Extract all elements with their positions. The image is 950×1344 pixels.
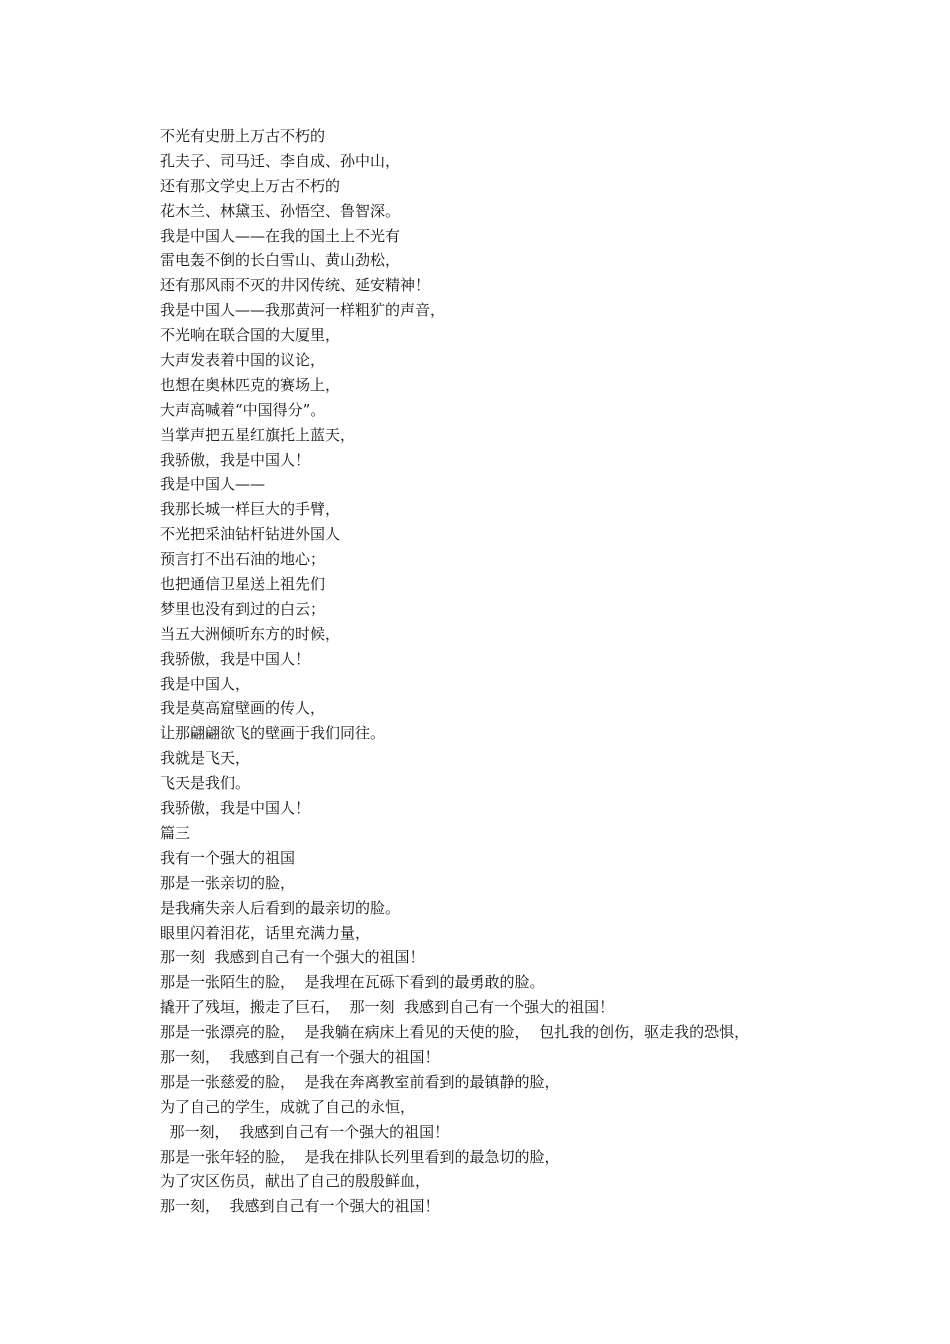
text-line: 那是一张亲切的脸， [160, 873, 296, 892]
text-line: 那一刻， 我感到自己有一个强大的祖国！ [160, 1047, 440, 1066]
text-line: 还有那风雨不灭的井冈传统、延安精神！ [160, 276, 431, 295]
text-line: 是我痛失亲人后看到的最亲切的脸。 [160, 898, 401, 917]
text-line: 我是中国人——在我的国土上不光有 [160, 226, 401, 245]
text-line: 那是一张陌生的脸， 是我埋在瓦砾下看到的最勇敢的脸。 [160, 973, 545, 992]
text-line: 我就是飞天， [160, 749, 251, 768]
section-title: 我有一个强大的祖国 [160, 848, 296, 867]
text-line: 当掌声把五星红旗托上蓝天， [160, 425, 356, 444]
section-heading: 篇三 [160, 823, 191, 842]
text-line: 我骄傲，我是中国人！ [160, 450, 311, 469]
text-line: 我那长城一样巨大的手臂， [160, 500, 341, 519]
text-line: 那是一张慈爱的脸， 是我在奔离教室前看到的最镇静的脸， [160, 1072, 560, 1091]
text-line: 眼里闪着泪花，话里充满力量， [160, 923, 371, 942]
text-line: 我是中国人—— [160, 475, 266, 494]
text-line: 那一刻， 我感到自己有一个强大的祖国！ [160, 1197, 440, 1216]
text-line: 我是莫高窟壁画的传人， [160, 699, 326, 718]
text-line: 我是中国人——我那黄河一样粗犷的声音， [160, 301, 446, 320]
text-line: 为了自己的学生，成就了自己的永恒， [160, 1097, 416, 1116]
text-line: 我是中国人， [160, 674, 251, 693]
text-line: 梦里也没有到过的白云； [160, 599, 326, 618]
text-line: 飞天是我们。 [160, 774, 251, 793]
text-line: 那是一张年轻的脸， 是我在排队长列里看到的最急切的脸， [160, 1147, 560, 1166]
text-line: 也想在奥林匹克的赛场上， [160, 375, 341, 394]
text-line: 为了灾区伤员，献出了自己的殷殷鲜血， [160, 1172, 431, 1191]
text-line: 预言打不出石油的地心； [160, 550, 326, 569]
text-line: 雷电轰不倒的长白雪山、黄山劲松， [160, 251, 401, 270]
text-line: 我骄傲，我是中国人！ [160, 649, 311, 668]
text-line: 花木兰、林黛玉、孙悟空、鲁智深。 [160, 201, 401, 220]
text-line: 那一刻， 我感到自己有一个强大的祖国！ [160, 1122, 450, 1141]
text-line: 孔夫子、司马迁、李自成、孙中山， [160, 151, 401, 170]
poem-text-block [160, 124, 920, 1219]
text-line: 大声发表着中国的议论， [160, 351, 326, 370]
text-line: 不光把采油钻杆钻进外国人 [160, 525, 341, 544]
text-line: 不光响在联合国的大厦里， [160, 326, 341, 345]
text-line: 那一刻 我感到自己有一个强大的祖国！ [160, 948, 425, 967]
text-line: 我骄傲，我是中国人！ [160, 799, 311, 818]
text-line: 撬开了残垣，搬走了巨石， 那一刻 我感到自己有一个强大的祖国！ [160, 998, 615, 1017]
text-line: 那是一张漂亮的脸， 是我躺在病床上看见的天使的脸， 包扎我的创伤，驱走我的恐惧， [160, 1023, 750, 1042]
text-line: 当五大洲倾听东方的时候， [160, 624, 341, 643]
text-line: 还有那文学史上万古不朽的 [160, 176, 341, 195]
text-line: 大声高喊着“中国得分”。 [160, 400, 326, 419]
text-line: 让那翩翩欲飞的壁画于我们同往。 [160, 724, 386, 743]
text-line: 也把通信卫星送上祖先们 [160, 575, 326, 594]
text-line: 不光有史册上万古不朽的 [160, 127, 326, 145]
